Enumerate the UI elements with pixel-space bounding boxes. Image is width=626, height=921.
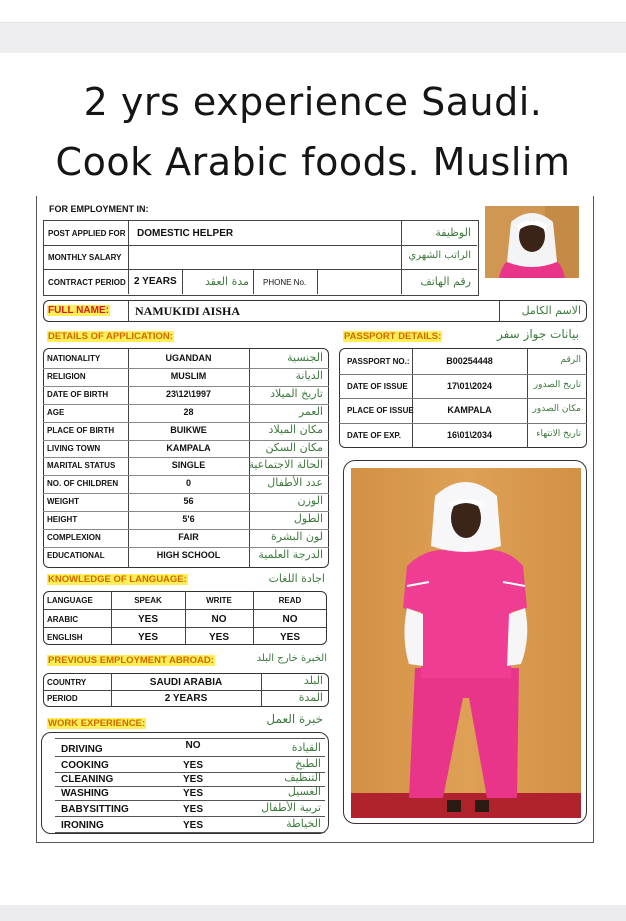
work-ar: القيادة [291,741,321,754]
detail-ar: لون البشرة [271,530,323,543]
post-applied-ar: الوظيفة [435,226,471,239]
detail-ar: الدرجة العلمية [258,547,323,561]
language-write: NO [211,614,227,625]
work-ar: الغسيل [287,785,321,798]
divider [253,269,254,294]
work-title-ar: خبرة العمل [266,712,323,726]
work-label: IRONING [61,820,104,831]
portrait-photo [485,206,579,278]
language-header: WRITE [206,596,232,605]
passport-ar: مكان الصدور [532,404,581,414]
detail-label: EDUCATIONAL [47,550,105,560]
work-ar: الطبخ [295,757,321,770]
detail-label: MARITAL STATUS [47,461,116,471]
detail-label: AGE [47,407,65,417]
language-speak: YES [137,614,158,625]
detail-ar: الديانة [295,368,323,382]
detail-label: NO. OF CHILDREN [47,479,119,489]
abroad-title: PREVIOUS EMPLOYMENT ABROAD: [48,655,214,666]
detail-value: FAIR [178,532,199,542]
language-read: NO [282,614,298,625]
detail-ar: مكان الميلاد [268,422,323,436]
detail-value: 0 [185,478,191,489]
passport-value: B00254448 [446,356,493,366]
detail-ar: الطول [293,512,323,526]
contract-period-ar: مدة العقد [205,275,249,288]
detail-value: 56 [183,496,194,507]
work-value: NO [185,740,201,751]
passport-ar: الرقم [560,355,581,365]
language-name: ENGLISH [47,633,83,642]
work-ar: التنظيف [284,771,321,784]
detail-value: UGANDAN [165,353,212,363]
bottom-bar [0,905,626,921]
application-form [36,196,594,843]
work-value: YES [182,820,203,831]
detail-label: COMPLEXION [47,533,101,542]
divider [43,245,477,246]
phone-label: PHONE No. [263,278,307,287]
detail-ar: عدد الأطفال [267,476,323,490]
language-title: KNOWLEDGE OF LANGUAGE: [48,574,187,585]
country-label: COUNTRY [47,678,87,687]
divider [55,738,325,739]
employment-header: FOR EMPLOYMENT IN: [49,204,149,214]
detail-ar: مكان السكن [265,440,323,454]
work-label: WASHING [61,788,109,799]
detail-ar: تاريخ الميلاد [270,386,323,400]
detail-label: LIVING TOWN [47,443,101,453]
detail-value: SINGLE [171,460,206,471]
country-value: SAUDI ARABIA [149,677,223,688]
divider [317,269,318,294]
work-value: YES [182,788,203,799]
divider [261,673,262,707]
divider [128,220,129,294]
full-name-ar: الاسم الكامل [521,304,581,317]
detail-ar: الوزن [297,494,323,508]
language-read: YES [279,632,300,643]
detail-ar: الجنسية [287,351,323,364]
divider [339,374,587,375]
full-name-label: FULL NAME: [48,305,109,316]
contract-period-label: CONTRACT PERIOD [48,278,126,287]
work-value: YES [182,804,203,815]
passport-ar: تاريخ الصدور [533,379,581,390]
detail-label: NATIONALITY [47,354,101,363]
abroad-title-ar: الخبرة خارج البلد [256,653,327,664]
detail-ar: الحالة الاجتماعية [248,458,323,472]
detail-value: MUSLIM [170,370,207,381]
detail-value: KAMPALA [166,442,211,453]
passport-label: DATE OF ISSUE [347,381,408,391]
work-value: YES [182,760,203,771]
monthly-salary-ar: الراتب الشهري [408,250,471,261]
divider [182,269,183,294]
passport-value: 17\01\2024 [446,380,493,391]
post-applied-label: POST APPLIED FOR [48,229,126,238]
detail-label: DATE OF BIRTH [47,389,109,399]
portrait-illustration [485,206,579,278]
passport-ar: تاريخ الانتهاء [536,428,581,439]
headline-line-1: 2 yrs experience Saudi. [83,80,543,124]
detail-label: HEIGHT [47,515,78,525]
language-name: ARABIC [47,615,79,624]
language-title-ar: اجادة اللغات [268,572,325,585]
details-title: DETAILS OF APPLICATION: [48,331,173,342]
passport-value: KAMPALA [447,405,492,415]
language-header: SPEAK [134,596,162,605]
passport-title-ar: بيانات جواز سفر [496,327,579,341]
detail-ar: العمر [298,404,323,418]
detail-value: 28 [183,406,194,417]
country-ar: البلد [303,674,323,687]
passport-value: 16\01\2034 [446,429,493,440]
divider [499,300,500,322]
detail-label: WEIGHT [47,497,79,507]
divider [339,423,587,424]
divider [401,220,402,294]
language-header: READ [278,596,302,605]
work-value: YES [182,774,203,785]
browser-top-bar [0,0,626,23]
divider [339,398,587,399]
full-body-photo [351,468,581,818]
detail-value: 23\12\1997 [165,388,212,399]
period-label: PERIOD [47,694,78,703]
detail-value: HIGH SCHOOL [156,549,221,560]
top-gap [0,23,626,53]
full-name-value: NAMUKIDI AISHA [135,304,241,318]
language-header: LANGUAGE [47,596,93,605]
monthly-salary-label: MONTHLY SALARY [48,253,122,262]
work-label: DRIVING [61,744,103,755]
passport-title: PASSPORT DETAILS: [344,331,442,342]
language-speak: YES [137,632,158,643]
work-ar: الخياطة [286,817,321,830]
detail-value: BUIKWE [170,424,207,435]
divider [55,832,325,833]
passport-label: PLACE OF ISSUE [347,406,414,415]
detail-label: PLACE OF BIRTH [47,425,115,435]
work-title: WORK EXPERIENCE: [48,718,146,729]
period-value: 2 YEARS [164,693,208,704]
phone-ar: رقم الهاتف [420,275,471,288]
detail-value: 5'6 [182,514,195,525]
headline-line-2: Cook Arabic foods. Muslim [55,140,571,184]
divider [43,269,477,270]
contract-period-value: 2 YEARS [134,276,177,287]
divider [128,300,129,322]
passport-label: DATE OF EXP. [347,430,401,440]
full-body-illustration [351,468,581,818]
work-label: CLEANING [61,774,114,785]
work-ar: تربية الأطفال [261,801,321,814]
passport-label: PASSPORT NO.: [347,357,410,366]
detail-label: RELIGION [47,371,86,381]
language-write: YES [208,632,229,643]
work-label: BABYSITTING [61,804,129,815]
post-applied-value: DOMESTIC HELPER [137,228,234,239]
period-ar: المدة [298,691,323,704]
work-label: COOKING [61,760,109,771]
